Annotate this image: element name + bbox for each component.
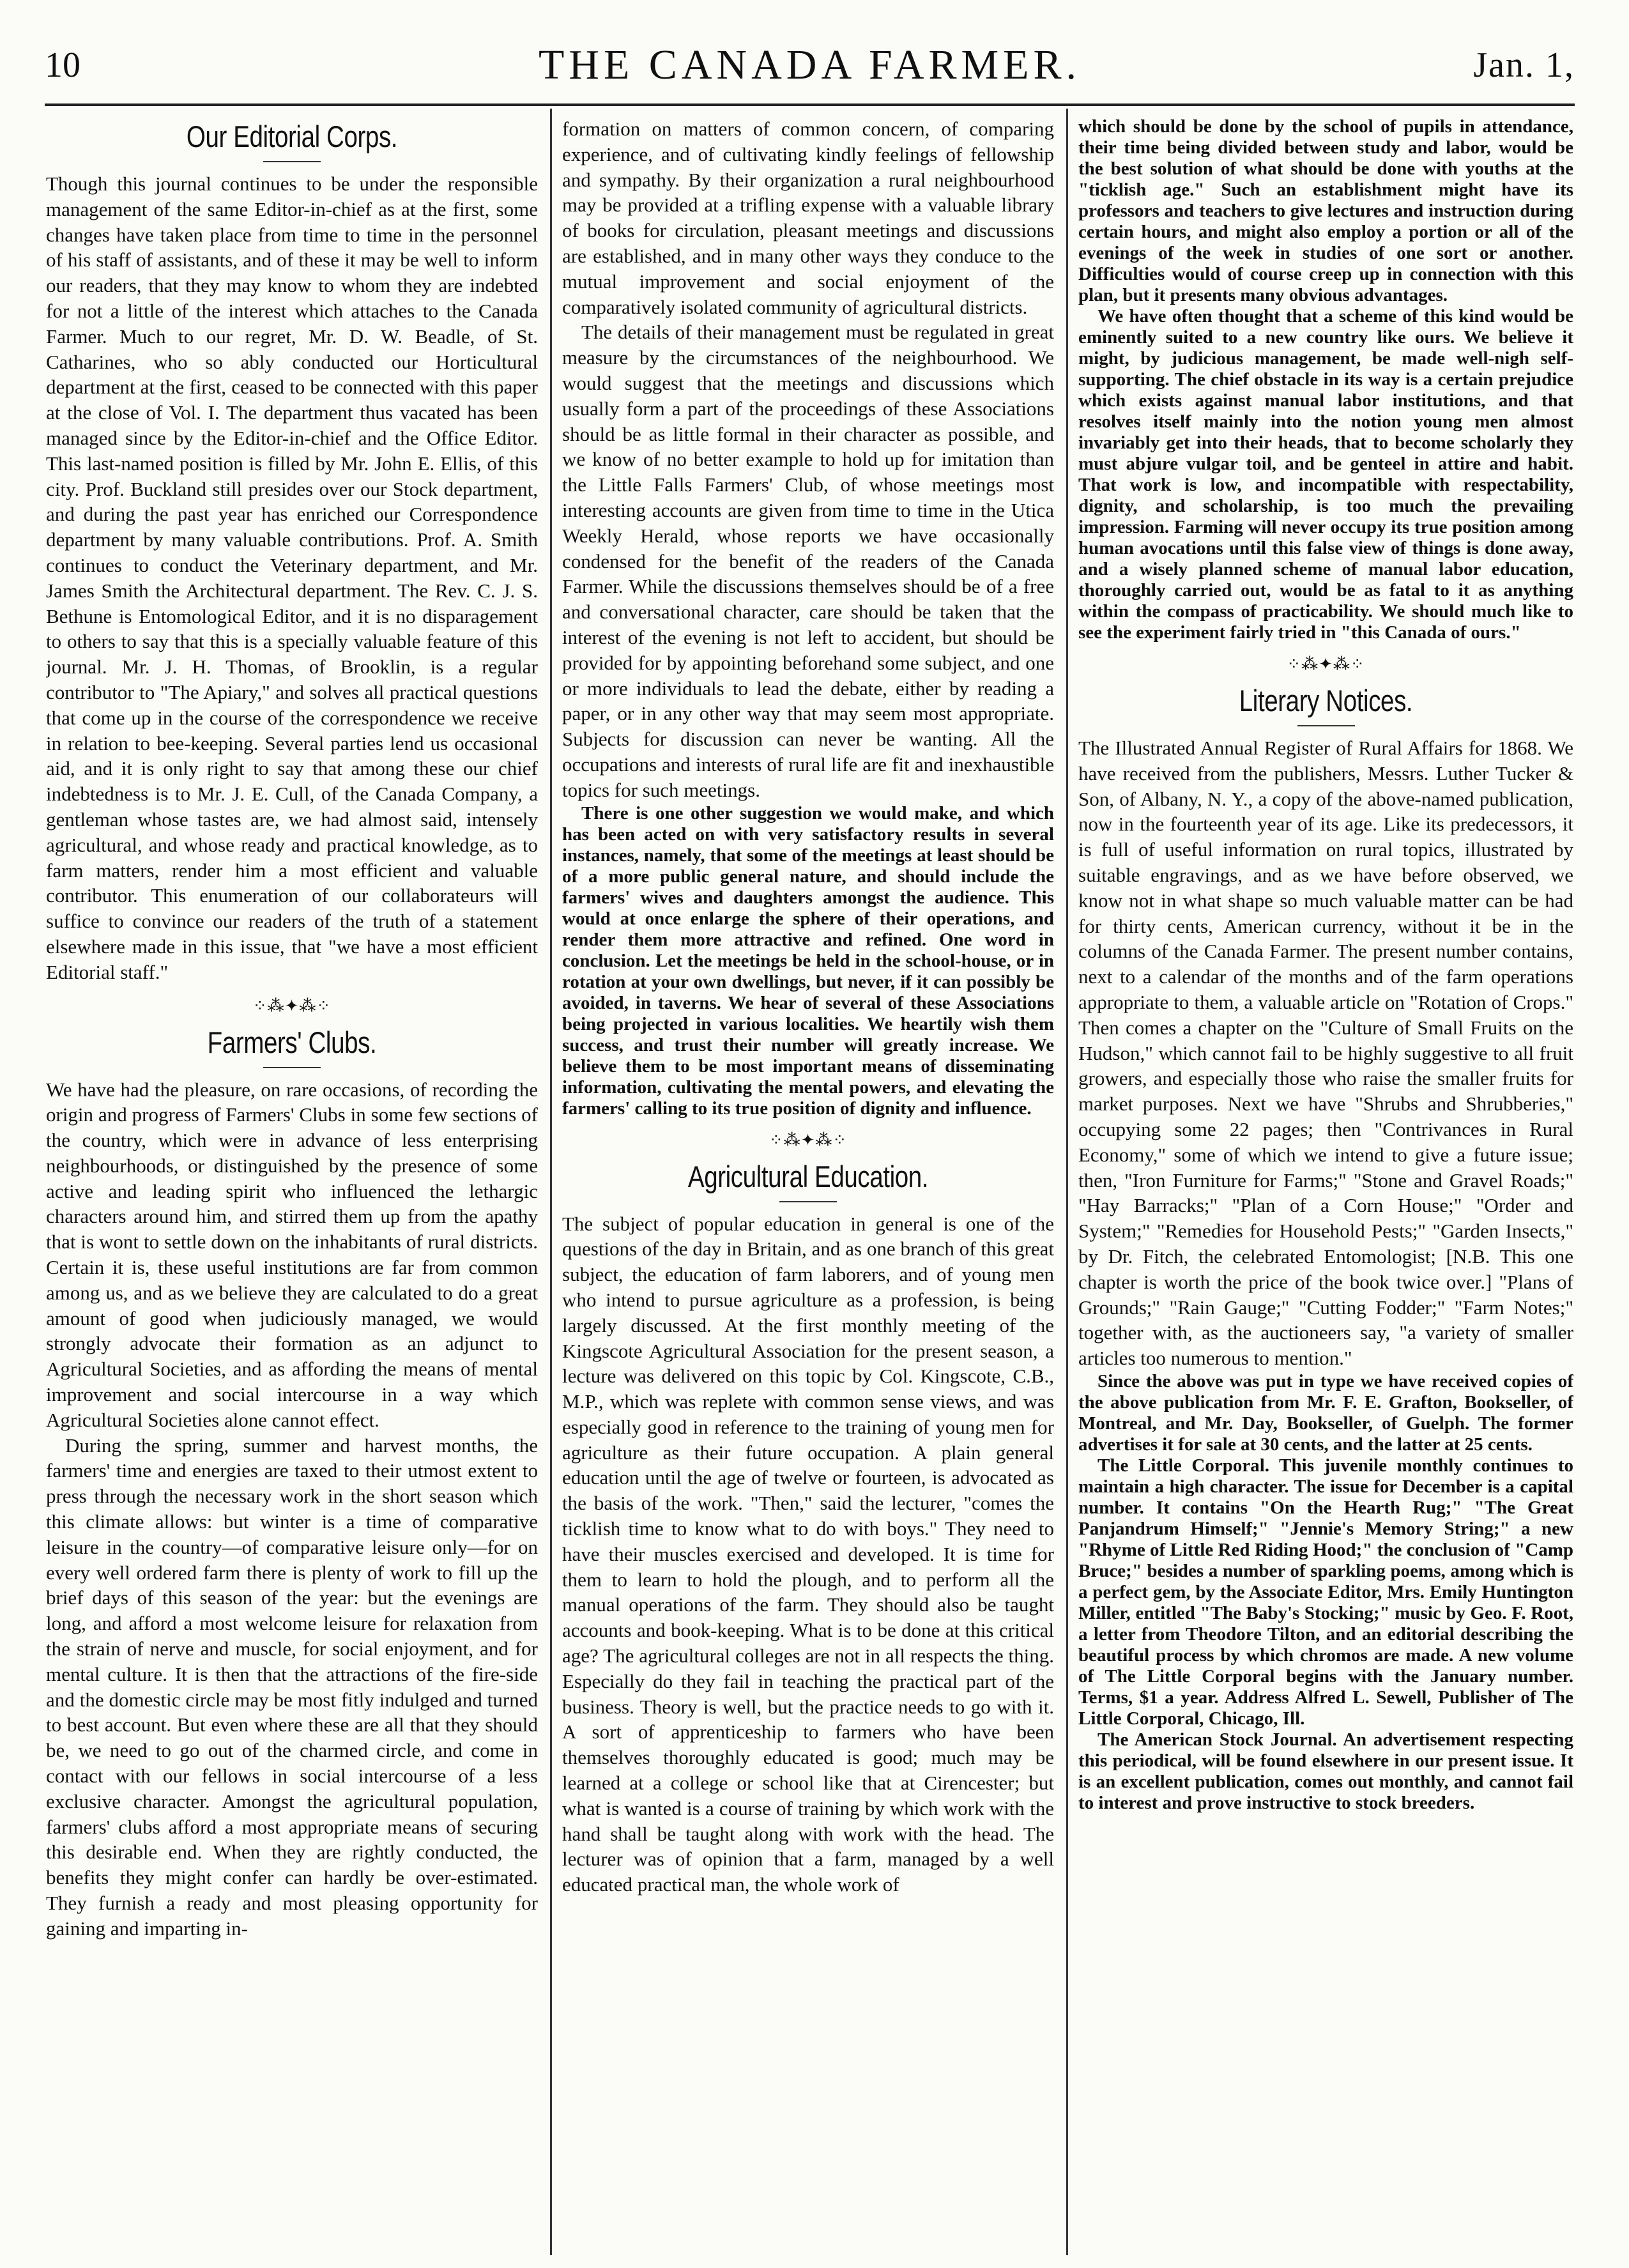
article-heading-literary-notices: Literary Notices.: [1239, 684, 1413, 717]
heading-rule: [779, 1201, 837, 1202]
section-ornament: ⁘⁂✦⁂⁘: [769, 1130, 848, 1149]
column-3: [1078, 116, 1573, 2250]
article-heading-farmers-clubs: Farmers' Clubs.: [207, 1025, 377, 1059]
column-1: [46, 116, 538, 2250]
column-divider: [1066, 109, 1068, 2255]
article-paragraph: The details of their management must be regulated in great measure by the circumstances of the neighbourhood. We would suggest that the meetings and discussions which usually form a part of the proceedings of these Associations should be as little formal in their character as possible, and we know of no better example to hold up for imitation than the Little Falls Farmers' Club, of whose meetings most interesting accounts are given from time to time in the Utica Weekly Herald, whose reports we have occasionally condensed for the benefit of the readers of the Canada Farmer. While the discussions themselves should be of a free and conversational character, care should be taken that the interest of the evening is not left to accident, but should be provided for by appointing beforehand some subject, and one or more individuals to lead the debate, either by reading a paper, or in any other way that may seem most appropriate. Subjects for discussion can never be wanting. All the occupations and interests of rural life are fit and inexhaustible topics for such meetings.: [562, 321, 1054, 801]
heading-rule: [263, 161, 321, 162]
section-ornament: ⁘⁂✦⁂⁘: [1287, 655, 1365, 673]
newspaper-title: THE CANADA FARMER.: [538, 42, 1081, 88]
article-paragraph: The American Stock Journal. An advertisement respecting this periodical, will be found elsewhere in our present issue. It is an excellent publication, comes out monthly, and cannot fail to interest and prove instructive to stock breeders.: [1078, 1729, 1573, 1813]
article-paragraph: During the spring, summer and harvest months, the farmers' time and energies are taxed to their utmost extent to press through the necessary work in the short season which this climate allows: but winter is a time of comparative leisure in the country—of comparative leisure only—for on every well ordered farm there is plenty of work to fill up the brief days of this season of the year: but the evenings are long, and afford a most welcome leisure for relaxation from the strain of nerve and muscle, for social enjoyment, and for mental culture. It is then that the attractions of the fire-side and the domestic circle may be most fitly indulged and turned to best account. But even where these are all that they should be, we need to go out of the charmed circle, and come in contact with our fellows in social intercourse of a less exclusive character. Amongst the agricultural population, farmers' clubs afford a most appropriate means of securing this desirable end. When they are rightly conducted, the benefits they might confer can hardly be over-estimated. They furnish a ready and most pleasing opportunity for gaining and imparting in-: [46, 1434, 538, 1940]
masthead: [45, 37, 1575, 107]
article-paragraph: The subject of popular education in general is one of the questions of the day in Britain, and as one branch of this great subject, the education of farm laborers, and of young men who intend to pursue agriculture as a profession, is being largely discussed. At the first monthly meeting of the Kingscote Agricultural Association for the present season, a lecture was delivered on this topic by Col. Kingscote, C.B., M.P., which was replete with common sense views, and was especially good in reference to the training of young men for agriculture as their future occupation. A plain general education until the age of twelve or fourteen, is advocated as the basis of the work. "Then," said the lecturer, "comes the ticklish time to know what to do with boys." They need to have their muscles exercised and developed. It is time for them to learn to hold the plough, and to perform all the manual operations of the farm. They should also be taught accounts and book-keeping. What is to be done at this critical age? The agricultural colleges are not in all respects the thing. Especially do they fail in teaching the practical part of the business. Theory is well, but the practice needs to go with it. A sort of apprenticeship to farmers who have been themselves thoroughly educated is good; much may be learned at a college or school like that at Cirencester; but what is wanted is a course of training by which work with the hand shall be taught along with work with the head. The lecturer was of opinion that a farm, managed by a well educated practical man, the whole work of: [562, 1212, 1054, 1896]
issue-date: Jan. 1,: [1473, 45, 1575, 85]
article-paragraph: Though this journal continues to be under the responsible management of the same Editor-in-chief as at the first, some changes have taken place from time to time in the personnel of his staff of assistants, and of these it may be well to inform our readers, that they may know to whom they are indebted for not a little of the interest which attaches to the Canada Farmer. Much to our regret, Mr. D. W. Beadle, of St. Catharines, who so ably conducted our Horticultural department at the first, ceased to be connected with this paper at the close of Vol. I. The department thus vacated has been managed since by the Editor-in-chief and the Office Editor. This last-named position is filled by Mr. John E. Ellis, of this city. Prof. Buckland still presides over our Stock department, and during the past year has enriched our Correspondence department by many valuable contributions. Prof. A. Smith continues to conduct the Veterinary department, and Mr. James Smith the Architectural department. The Rev. C. J. S. Bethune is Entomological Editor, and it is no disparagement to others to say that this is a specially valuable feature of this journal. Mr. J. H. Thomas, of Brooklin, is a regular contributor to "The Apiary," and solves all practical questions that come up in the course of the correspondence we receive in relation to bee-keeping. Several parties lend us occasional aid, and it is only right to say that among these our chief indebtedness is to Mr. J. E. Cull, of the Canada Company, a gentleman whose tastes are, we had almost said, intensely agricultural, and whose ready and practical knowledge, as to farm matters, render him a most efficient and valuable contributor. This enumeration of our collaborateurs will suffice to convince our readers of the truth of a statement elsewhere made in this issue, that "we have a most efficient Editorial staff.": [46, 172, 538, 983]
article-paragraph: The Little Corporal. This juvenile monthly continues to maintain a high character. The issue for December is a capital number. It contains "On the Hearth Rug;" "The Great Panjandrum Himself;" "Jennie's Memory String;" a new "Rhyme of Little Red Riding Hood;" the conclusion of "Camp Bruce;" besides a number of sparkling poems, among which is a perfect gem, by the Associate Editor, Mrs. Emily Huntington Miller, entitled "The Baby's Stocking;" music by Geo. F. Root, a letter from Theodore Tilton, and an editorial describing the beautiful process by which chromos are made. A new volume of The Little Corporal begins with the January number. Terms, $1 a year. Address Alfred L. Sewell, Publisher of The Little Corporal, Chicago, Ill.: [1078, 1455, 1573, 1729]
column-2: [562, 116, 1054, 2250]
article-paragraph: There is one other suggestion we would make, and which has been acted on with very satisfactory results in several instances, namely, that some of the meetings at least should be of a more public general nature, and should include the farmers' wives and daughters amongst the audience. This would at once enlarge the sphere of their operations, and render them more attractive and refined. One word in conclusion. Let the meetings be held in the school-house, or in rotation at your own dwellings, but never, if it can possibly be avoided, in taverns. We hear of several of these Associations being projected in various localities. We heartily wish them success, and trust their number will greatly increase. We believe them to be most important means of disseminating information, cultivating the mental powers, and elevating the farmers' calling to its true position of dignity and influence.: [562, 802, 1054, 1119]
article-paragraph: The Illustrated Annual Register of Rural Affairs for 1868. We have received from the publishers, Messrs. Luther Tucker & Son, of Albany, N. Y., a copy of the above-named publication, now in the fourteenth year of its age. Like its predecessors, it is full of useful information on rural topics, illustrated by suitable engravings, and as we have before observed, we know not in what shape so much valuable matter can be had for thirty cents, American currency, without it be in the columns of the Canada Farmer. The present number contains, next to a calendar of the months and of the farm operations appropriate to them, a valuable article on "Rotation of Crops." Then comes a chapter on the "Culture of Small Fruits on the Hudson," which cannot fail to be highly suggestive to all fruit growers, and especially those who raise the smaller fruits for market purposes. Next we have "Shrubs and Shrubberies," occupying some 22 pages; then "Contrivances in Rural Economy," some of which we intend to give a future issue; then, "Iron Furniture for Farms;" "Stone and Gravel Roads;" "Hay Barracks;" "Plan of a Corn House;" "Order and System;" "Remedies for Household Pests;" "Garden Insects," by Dr. Fitch, the celebrated Entomologist; [N.B. This one chapter is worth the price of the book twice over.] "Plans of Grounds;" "Rain Gauge;" "Cutting Fodder;" "Farm Notes;" together with, as the auctioneers say, "a variety of smaller articles too numerous to mention.": [1078, 737, 1573, 1370]
article-heading-editorial-corps: Our Editorial Corps.: [186, 119, 398, 153]
article-paragraph: We have had the pleasure, on rare occasions, of recording the origin and progress of Farmers' Clubs in some few sections of the country, which were in advance of less enterprising neighbourhoods, or distinguished by the presence of some active and leading spirit who influenced the lethargic characters around him, and stirred them up from the apathy that is wont to settle down on the inhabitants of rural districts. Certain it is, these useful institutions are far from common among us, and as we believe they are calculated to do a great amount of good when judiciously managed, we would strongly advocate their formation as an adjunct to Agricultural Societies, and as affording the means of mental improvement and social intercourse in a way which Agricultural Societies alone cannot effect.: [46, 1078, 538, 1431]
article-paragraph: Since the above was put in type we have received copies of the above publication from Mr. F. E. Grafton, Bookseller, of Montreal, and Mr. Day, Bookseller, of Guelph. The former advertises it for sale at 30 cents, and the latter at 25 cents.: [1078, 1370, 1573, 1455]
heading-rule: [263, 1067, 321, 1068]
column-divider: [550, 109, 552, 2255]
section-ornament: ⁘⁂✦⁂⁘: [252, 996, 332, 1015]
article-paragraph: which should be done by the school of pupils in attendance, their time being divided between study and labor, would be the best solution of what should be done with youths at the "ticklish age." Such an establishment might have its professors and teachers to give lectures and instruction during certain hours, and might also employ a portion or all of the evenings of the week in studies of one sort or another. Difficulties would of course creep up in connection with this plan, but it presents many obvious advantages.: [1078, 116, 1573, 305]
article-heading-agricultural-education: Agricultural Education.: [687, 1159, 929, 1193]
page-number: 10: [45, 45, 80, 85]
article-paragraph: We have often thought that a scheme of this kind would be eminently suited to a new country like ours. We believe it might, by judicious management, be made well-nigh self-supporting. The chief obstacle in its way is a certain prejudice which exists against manual labor institutions, and that resolves itself mainly into the notion young men almost invariably get into their heads, that to become scholarly they must abjure vulgar toil, and be genteel in attire and habit. That work is low, and incompatible with respectability, dignity, and scholarship, is too much the prevailing impression. Farming will never occupy its true position among human avocations until this false view of things is done away, and a wisely planned scheme of manual labor education, thoroughly carried out, would be as fatal to it as anything within the compass of practicability. We should much like to see the experiment fairly tried in "this Canada of ours.": [1078, 306, 1573, 643]
masthead-rule: [45, 103, 1575, 106]
article-paragraph: formation on matters of common concern, of comparing experience, and of cultivating kindly feelings of fellowship and sympathy. By their organization a rural neighbourhood may be provided at a trifling expense with a valuable library of books for circulation, pleasant meetings and discussions are established, and in many other ways they conduce to the mutual improvement and social enjoyment of the comparatively isolated community of agricultural districts.: [562, 118, 1054, 318]
heading-rule: [1297, 725, 1355, 726]
